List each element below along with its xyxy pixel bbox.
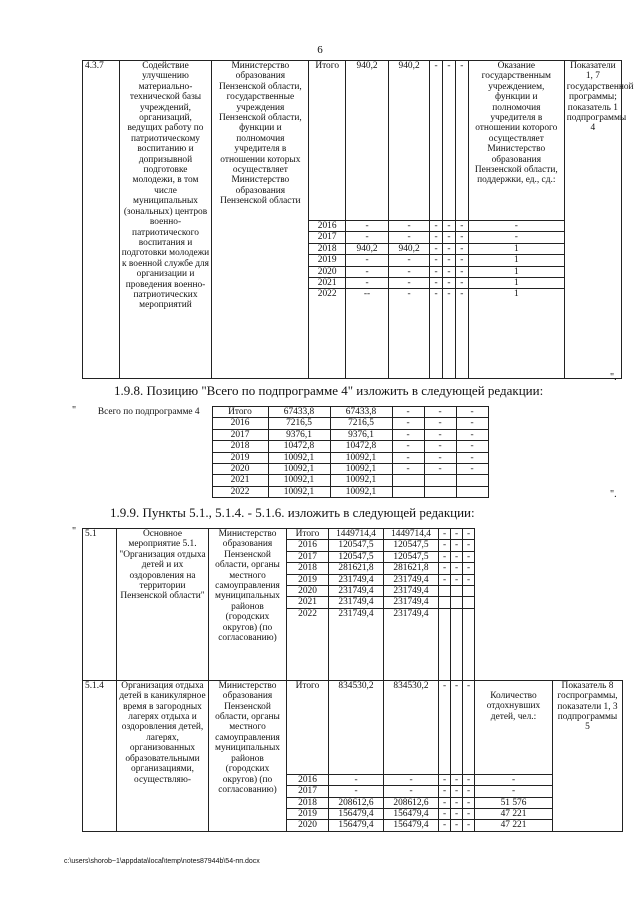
value-cell: -: [392, 407, 424, 418]
year-cell: 2022: [287, 608, 329, 680]
value-cell: 7216,5: [268, 418, 330, 429]
value-cell: 940,2: [346, 61, 389, 221]
value-cell: -: [346, 232, 389, 243]
value-cell: -: [424, 441, 456, 452]
indicator-reference: Показатели 1, 7 государственной программы; показатель 1 подпрограммы 4: [564, 61, 621, 379]
value-cell: -: [346, 255, 389, 266]
year-cell: 2016: [287, 540, 329, 551]
value-cell: 156479,4: [384, 809, 439, 820]
value-cell: 7216,5: [330, 418, 392, 429]
value-cell: -: [451, 574, 463, 585]
section-heading-1-9-8: 1.9.8. Позицию "Всего по подпрограмме 4" изложить в следующей редакции:: [114, 383, 544, 398]
value-cell: [463, 608, 475, 680]
indicator-reference: Показатель 8 госпрограммы, показатели 1, 3 подпрограммы 5: [553, 680, 623, 831]
value-cell: -: [442, 278, 455, 289]
value-cell: 1449714,4: [329, 529, 384, 540]
value-cell: -: [456, 441, 488, 452]
value-cell: -: [463, 574, 475, 585]
value-cell: -: [430, 266, 443, 277]
value-cell: -: [424, 418, 456, 429]
value-cell: -: [442, 289, 455, 379]
value-cell: 156479,4: [329, 809, 384, 820]
value-cell: -: [463, 820, 475, 831]
total-label: Всего по подпрограмме 4: [86, 407, 212, 498]
value-cell: -: [389, 221, 430, 232]
value-cell: -: [451, 551, 463, 562]
value-cell: -: [442, 266, 455, 277]
indicator-value: -: [475, 786, 553, 797]
value-cell: -: [463, 774, 475, 785]
value-cell: -: [451, 774, 463, 785]
value-cell: -: [430, 255, 443, 266]
value-cell: -: [463, 809, 475, 820]
section-heading-1-9-9: 1.9.9. Пункты 5.1., 5.1.4. - 5.1.6. изложить в следующей редакции:: [110, 505, 475, 520]
item-number: 4.3.7: [83, 61, 120, 379]
value-cell: -: [463, 563, 475, 574]
value-cell: -: [346, 266, 389, 277]
year-cell: 2018: [287, 563, 329, 574]
value-cell: 10472,8: [330, 441, 392, 452]
year-cell: Итого: [212, 407, 268, 418]
value-cell: -: [455, 289, 468, 379]
value-cell: -: [424, 429, 456, 440]
year-cell: 2022: [212, 486, 268, 497]
value-cell: 9376,1: [330, 429, 392, 440]
indicator-value: 51 576: [475, 797, 553, 808]
year-cell: 2018: [212, 441, 268, 452]
item-description: Организация отдыха детей в каникулярное время в загородных лагерях отдыха и оздоровления детей, лагерях, организованных образовательными организациями, осуществляю-: [117, 680, 209, 831]
year-cell: 2022: [309, 289, 346, 379]
item-executor: Министерство образования Пензенской области, государственные учреждения Пензенской области, функции и полномочия учредителя в отношении которых осуществляет Министерство образования Пензенской области: [212, 61, 309, 379]
value-cell: 10092,1: [268, 475, 330, 486]
year-cell: 2021: [212, 475, 268, 486]
year-cell: Итого: [309, 61, 346, 221]
value-cell: 10092,1: [268, 452, 330, 463]
value-cell: [439, 586, 451, 597]
value-cell: -: [439, 820, 451, 831]
value-cell: 231749,4: [384, 586, 439, 597]
value-cell: -: [456, 464, 488, 475]
value-cell: 10092,1: [330, 464, 392, 475]
value-cell: [451, 608, 463, 680]
value-cell: 281621,8: [329, 563, 384, 574]
value-cell: -: [455, 266, 468, 277]
value-cell: -: [346, 278, 389, 289]
value-cell: 1449714,4: [384, 529, 439, 540]
value-cell: 940,2: [346, 243, 389, 254]
value-cell: 120547,5: [384, 540, 439, 551]
value-cell: 281621,8: [384, 563, 439, 574]
value-cell: -: [439, 551, 451, 562]
year-cell: 2016: [212, 418, 268, 429]
value-cell: -: [451, 797, 463, 808]
page-number: 6: [317, 44, 323, 56]
value-cell: 10472,8: [268, 441, 330, 452]
value-cell: -: [392, 452, 424, 463]
value-cell: -: [451, 809, 463, 820]
value-cell: -: [442, 243, 455, 254]
value-cell: -: [442, 221, 455, 232]
value-cell: 10092,1: [330, 475, 392, 486]
year-cell: Итого: [287, 680, 329, 774]
value-cell: -: [455, 255, 468, 266]
value-cell: 231749,4: [384, 574, 439, 585]
value-cell: -: [439, 774, 451, 785]
year-cell: 2017: [287, 551, 329, 562]
closing-quote: ".: [610, 489, 617, 500]
value-cell: -: [456, 429, 488, 440]
year-cell: 2021: [287, 597, 329, 608]
year-cell: 2018: [287, 797, 329, 808]
value-cell: -: [451, 529, 463, 540]
indicator-value: 1: [468, 278, 564, 289]
value-cell: 10092,1: [330, 486, 392, 497]
indicator-value: 1: [468, 266, 564, 277]
item-description: Основное мероприятие 5.1. "Организация отдыха детей и их оздоровления на территории Пензенской области": [117, 529, 209, 681]
value-cell: -: [439, 786, 451, 797]
value-cell: -: [451, 563, 463, 574]
file-path-footer: c:\users\shorob~1\appdata\local\temp\notes87944b\54-пп.docx: [64, 858, 260, 865]
indicator-value: -: [468, 221, 564, 232]
item-number: 5.1.4: [83, 680, 117, 831]
value-cell: -: [456, 452, 488, 463]
value-cell: -: [424, 407, 456, 418]
value-cell: -: [455, 278, 468, 289]
value-cell: -: [392, 464, 424, 475]
indicator-value: 47 221: [475, 809, 553, 820]
opening-quote: ": [72, 526, 77, 537]
value-cell: -: [389, 289, 430, 379]
value-cell: -: [329, 786, 384, 797]
value-cell: -: [389, 255, 430, 266]
value-cell: 231749,4: [329, 597, 384, 608]
year-cell: 2017: [309, 232, 346, 243]
value-cell: -: [463, 680, 475, 774]
value-cell: [439, 608, 451, 680]
value-cell: [439, 597, 451, 608]
value-cell: -: [430, 61, 443, 221]
table-total-subprogram-4: [86, 406, 489, 498]
value-cell: 231749,4: [384, 608, 439, 680]
value-cell: 208612,6: [329, 797, 384, 808]
value-cell: -: [389, 232, 430, 243]
value-cell: -: [442, 61, 455, 221]
value-cell: [424, 475, 456, 486]
value-cell: 208612,6: [384, 797, 439, 808]
value-cell: 120547,5: [329, 551, 384, 562]
value-cell: -: [463, 551, 475, 562]
value-cell: 10092,1: [330, 452, 392, 463]
value-cell: -: [451, 540, 463, 551]
indicator-empty: [475, 529, 553, 681]
value-cell: -: [456, 418, 488, 429]
value-cell: 834530,2: [384, 680, 439, 774]
value-cell: -: [455, 243, 468, 254]
value-cell: -: [384, 786, 439, 797]
value-cell: -: [442, 255, 455, 266]
value-cell: 940,2: [389, 243, 430, 254]
value-cell: 834530,2: [329, 680, 384, 774]
indicator-value: 1: [468, 243, 564, 254]
value-cell: -: [389, 278, 430, 289]
value-cell: -: [430, 289, 443, 379]
value-cell: -: [439, 574, 451, 585]
year-cell: 2019: [287, 574, 329, 585]
value-cell: --: [346, 289, 389, 379]
value-cell: -: [346, 221, 389, 232]
value-cell: -: [463, 529, 475, 540]
value-cell: -: [439, 529, 451, 540]
value-cell: [463, 586, 475, 597]
opening-quote: ": [72, 405, 77, 416]
year-cell: 2020: [287, 820, 329, 831]
value-cell: -: [439, 809, 451, 820]
value-cell: -: [463, 797, 475, 808]
value-cell: -: [439, 797, 451, 808]
value-cell: -: [430, 278, 443, 289]
value-cell: 10092,1: [268, 486, 330, 497]
value-cell: 9376,1: [268, 429, 330, 440]
value-cell: -: [424, 464, 456, 475]
year-cell: Итого: [287, 529, 329, 540]
year-cell: 2016: [287, 774, 329, 785]
table-item-5-1: [82, 528, 623, 832]
table-item-4-3-7: [82, 60, 634, 379]
year-cell: 2021: [309, 278, 346, 289]
value-cell: 67433,8: [268, 407, 330, 418]
value-cell: -: [439, 563, 451, 574]
value-cell: 67433,8: [330, 407, 392, 418]
value-cell: -: [451, 786, 463, 797]
indicator-text: Количество отдохнувших детей, чел.:: [475, 680, 553, 774]
year-cell: 2020: [287, 586, 329, 597]
value-cell: [451, 597, 463, 608]
value-cell: [456, 486, 488, 497]
value-cell: -: [430, 221, 443, 232]
value-cell: 940,2: [389, 61, 430, 221]
item-number: 5.1: [83, 529, 117, 681]
value-cell: [463, 597, 475, 608]
year-cell: 2020: [309, 266, 346, 277]
value-cell: -: [439, 680, 451, 774]
year-cell: 2020: [212, 464, 268, 475]
value-cell: 120547,5: [329, 540, 384, 551]
value-cell: -: [392, 418, 424, 429]
value-cell: -: [430, 232, 443, 243]
value-cell: 231749,4: [329, 586, 384, 597]
item-executor: Министерство образования Пензенской области, органы местного самоуправления муниципальных районов (городских округов) (по согласованию): [209, 680, 287, 831]
value-cell: -: [392, 441, 424, 452]
value-cell: -: [455, 232, 468, 243]
value-cell: [392, 475, 424, 486]
indicator-text: Оказание государственным учреждением, функции и полномочия учредителя в отношении которого осуществляет Министерство образования Пензенской области, поддержки, ед., сд.:: [468, 61, 564, 221]
year-cell: 2019: [287, 809, 329, 820]
value-cell: -: [455, 61, 468, 221]
year-cell: 2017: [287, 786, 329, 797]
value-cell: [392, 486, 424, 497]
value-cell: -: [439, 540, 451, 551]
value-cell: 231749,4: [329, 608, 384, 680]
closing-quote: ".: [610, 372, 617, 383]
item-description: Содействие улучшению материально-технической базы учреждений, организаций, ведущих работу по патриотическому воспитанию и допризывной подготовке молодежи, в том числе муниципальных (зональных) центров военно-патриотического воспитания и подготовки молодежи к военной службе для организации и проведения военно-патриотических мероприятий: [119, 61, 212, 379]
indicator-value: 47 221: [475, 820, 553, 831]
value-cell: 120547,5: [384, 551, 439, 562]
value-cell: 10092,1: [268, 464, 330, 475]
year-cell: 2017: [212, 429, 268, 440]
value-cell: -: [463, 786, 475, 797]
value-cell: -: [384, 774, 439, 785]
value-cell: 156479,4: [329, 820, 384, 831]
value-cell: [451, 586, 463, 597]
year-cell: 2018: [309, 243, 346, 254]
reference-empty: [553, 529, 623, 681]
year-cell: 2019: [309, 255, 346, 266]
value-cell: -: [392, 429, 424, 440]
year-cell: 2019: [212, 452, 268, 463]
value-cell: -: [424, 452, 456, 463]
value-cell: -: [456, 407, 488, 418]
value-cell: -: [451, 680, 463, 774]
value-cell: -: [442, 232, 455, 243]
value-cell: -: [451, 820, 463, 831]
value-cell: -: [329, 774, 384, 785]
item-executor: Министерство образования Пензенской области, органы местного самоуправления муниципальных районов (городских округов) (по согласованию): [209, 529, 287, 681]
value-cell: 231749,4: [329, 574, 384, 585]
value-cell: [456, 475, 488, 486]
indicator-value: -: [468, 232, 564, 243]
year-cell: 2016: [309, 221, 346, 232]
indicator-value: 1: [468, 255, 564, 266]
value-cell: 156479,4: [384, 820, 439, 831]
value-cell: -: [455, 221, 468, 232]
indicator-value: 1: [468, 289, 564, 379]
value-cell: -: [430, 243, 443, 254]
value-cell: -: [463, 540, 475, 551]
indicator-value: -: [475, 774, 553, 785]
value-cell: 231749,4: [384, 597, 439, 608]
value-cell: -: [389, 266, 430, 277]
value-cell: [424, 486, 456, 497]
